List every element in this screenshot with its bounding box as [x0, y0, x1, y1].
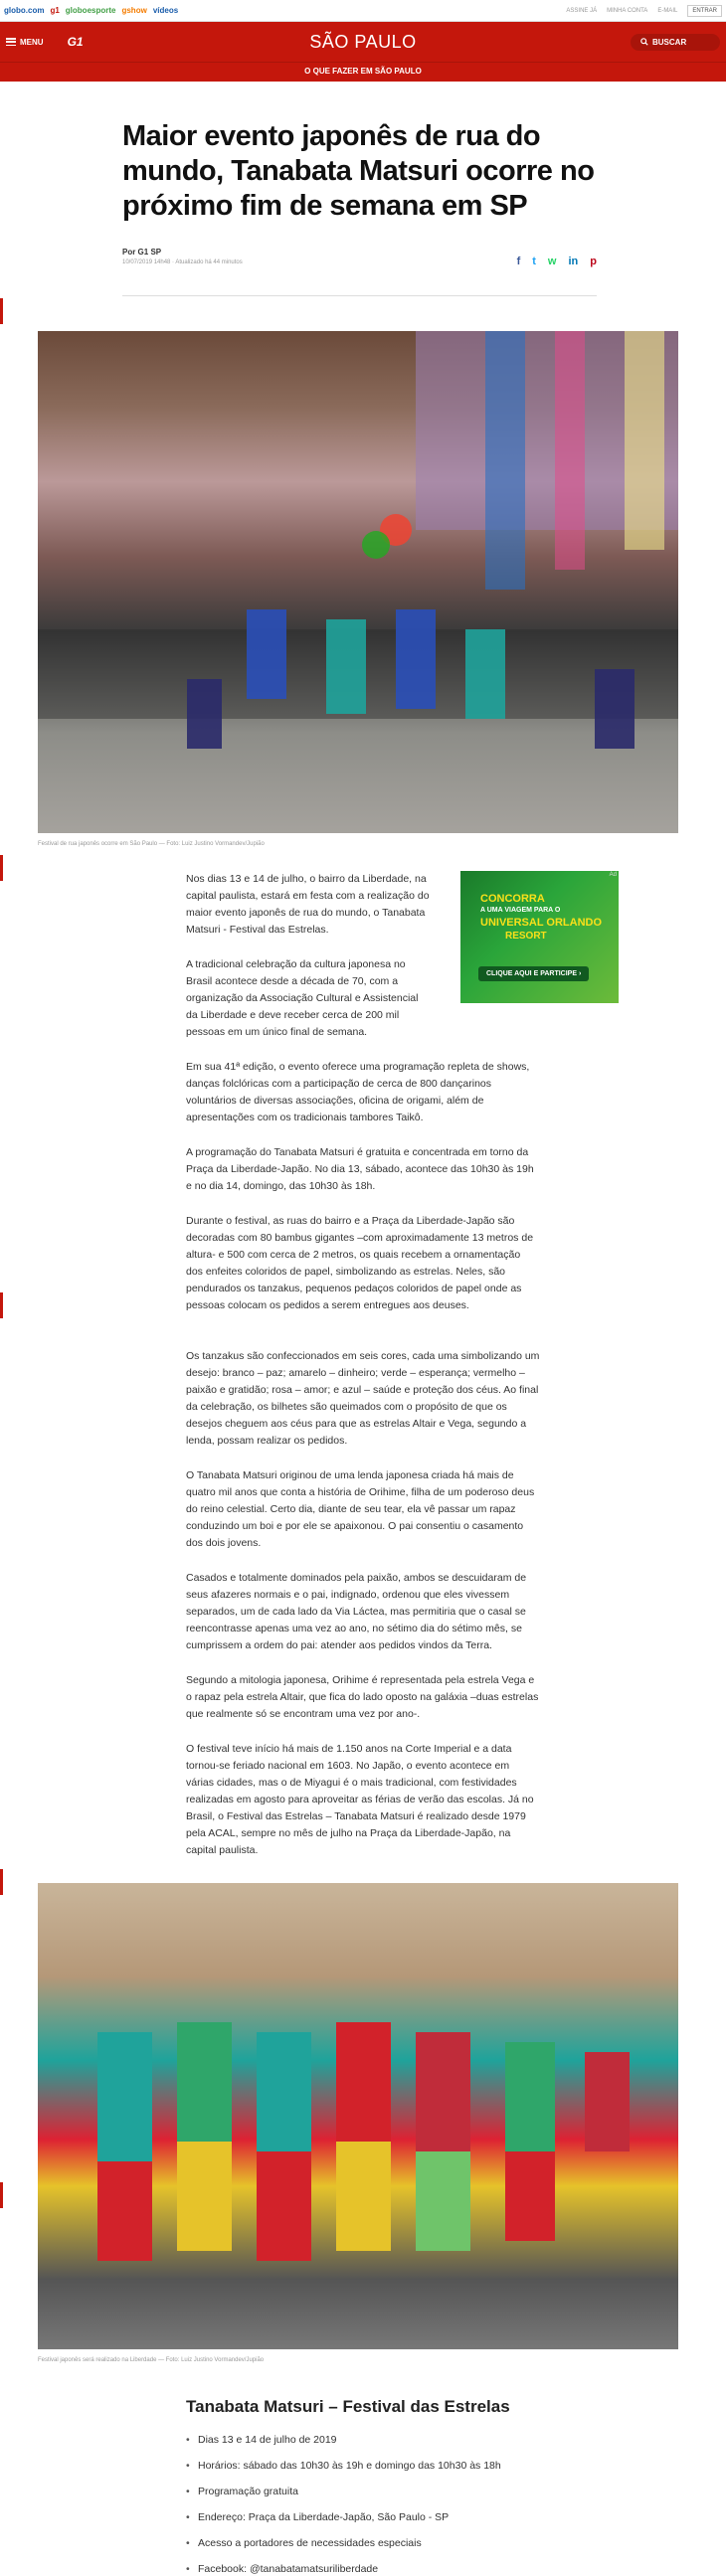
article-paragraph: Nos dias 13 e 14 de julho, o bairro da Liberdade, na capital paulista, estará em festa com a realização do maior evento japonês de rua do mundo, o Tanabata Matsuri - Festival das Estrelas.: [186, 873, 430, 936]
globo-network-links: [4, 6, 178, 15]
g1-logo[interactable]: G1: [67, 35, 84, 49]
byline: [122, 248, 597, 296]
ad-cta-button[interactable]: CLIQUE AQUI E PARTICIPE ›: [478, 966, 589, 981]
pinterest-share-icon[interactable]: p: [590, 256, 597, 267]
linkedin-share-icon[interactable]: in: [568, 256, 579, 267]
article-body: [186, 871, 617, 1859]
article-paragraph: Segundo a mitologia japonesa, Orihime é representada pela estrela Vega e o rapaz pela estrela Altair, que fica do lado oposto na galáxia –duas estrelas que realmente só se encontram uma vez por ano-.: [186, 1674, 539, 1720]
login-button[interactable]: ENTRAR: [687, 5, 722, 17]
parade-photo-art: [38, 1883, 678, 2349]
facebook-share-icon[interactable]: f: [516, 256, 521, 267]
info-list: [186, 2433, 726, 2576]
list-item: • Acesso a portadores de necessidades especiais: [186, 2536, 726, 2550]
article-paragraph: O Tanabata Matsuri originou de uma lenda japonesa criada há mais de quatro mil anos que conta a história de Orihime, filha de um poderoso deus do reino celestial. Certo dia, diante de seu tear, ela vê passar um rapaz conduzindo um boi e por ele se apaixonou. O pai consentiu o casamento dos dois jovens.: [186, 1469, 535, 1549]
festival-dancers-photo[interactable]: [38, 331, 678, 833]
my-account-link[interactable]: MINHA CONTA: [607, 7, 648, 14]
advertisement-banner[interactable]: [460, 871, 619, 1003]
subscribe-link[interactable]: ASSINE JÁ: [566, 7, 598, 14]
article-paragraph: Durante o festival, as ruas do bairro e a Praça da Liberdade-Japão são decoradas com 80 bambus gigantes –com aproximadamente 13 metros de altura- e 500 com cerca de 2 metros, os quais recebem a ornamentação dos enfeites coloridos de papel, simbolizando as estrelas. Neles, são pendurados os tanzakus, pequenos pedaços coloridos de papel onde as pessoas colocam os pedidos a serem entregues aos deuses.: [186, 1215, 534, 1311]
article-paragraph: A programação do Tanabata Matsuri é gratuita e concentrada em torno da Praça da Liberdade-Japão. No dia 13, sábado, acontece das 10h30 às 19h e no dia 14, domingo, das 10h30 às 18h.: [186, 1146, 534, 1192]
link-videos[interactable]: vídeos: [152, 6, 179, 15]
article-title: Maior evento japonês de rua do mundo, Tanabata Matsuri ocorre no próximo fim de semana em SP: [122, 120, 595, 222]
festival-parade-photo[interactable]: [38, 1883, 678, 2349]
list-item: • Dias 13 e 14 de julho de 2019: [186, 2433, 726, 2447]
side-edge-marker: [0, 2182, 3, 2208]
side-edge-marker: [0, 1292, 3, 1318]
ad-line: RESORT: [505, 931, 547, 942]
section-subheader[interactable]: O QUE FAZER EM SÃO PAULO: [0, 62, 726, 82]
link-g1[interactable]: g1: [50, 6, 60, 15]
site-header: [0, 22, 726, 62]
ad-line: UNIVERSAL ORLANDO: [480, 917, 603, 929]
hamburger-icon: [6, 38, 16, 46]
whatsapp-share-icon[interactable]: w: [547, 256, 557, 267]
side-edge-marker: [0, 855, 3, 881]
ad-line: CONCORRA: [480, 893, 545, 905]
publish-date: 10/07/2019 14h48 · Atualizado há 44 minutos: [122, 259, 243, 265]
search-icon: [640, 38, 648, 46]
share-bar: [517, 256, 597, 267]
author: Por G1 SP: [122, 248, 162, 257]
article-paragraph: Os tanzakus são confeccionados em seis cores, cada uma simbolizando um desejo: branco – paz; amarelo – dinheiro; verde – esperança; vermelho – paixão e gratidão; rosa – amor; e azul – saúde e proteção dos céus. Ao final da celebração, os bilhetes são queimados com o propósito de que os desejos cheguem aos céus para que as estrelas Altair e Vega, segundo a lenda, possam realizar os pedidos.: [186, 1350, 540, 1447]
festival-photo-art: [38, 331, 678, 833]
twitter-share-icon[interactable]: t: [532, 256, 536, 267]
section-title: SÃO PAULO: [309, 31, 417, 52]
list-item: • Endereço: Praça da Liberdade-Japão, São Paulo - SP: [186, 2510, 726, 2524]
list-item: • Facebook: @tanabatamatsuriliberdade: [186, 2562, 726, 2576]
article-paragraph: Casados e totalmente dominados pela paixão, ambos se descuidaram de seus afazeres normais e o pai, indignado, ordenou que eles vivessem separados, um de cada lado da Via Láctea, mas permitiria que o casal se reencontrasse apenas uma vez ao ano, no sétimo dia do sétimo mês, se cumprissem a ordem do pai: atender aos pedidos vindos da Terra.: [186, 1572, 527, 1651]
ad-choices-icon[interactable]: Ad: [609, 872, 617, 878]
article-paragraph: Em sua 41ª edição, o evento oferece uma programação repleta de shows, danças folclóricas com a participação de cerca de 800 dançarinos voluntários de diversas associações, oficina de origami, além de apresentações com os tradicionais tambores Taikô.: [186, 1061, 530, 1123]
article: [0, 119, 726, 2576]
info-box-title: Tanabata Matsuri – Festival das Estrelas: [186, 2397, 510, 2416]
list-item: • Horários: sábado das 10h30 às 19h e domingo das 10h30 às 18h: [186, 2459, 726, 2473]
photo-caption: Festival de rua japonês ocorre em São Paulo — Foto: Luiz Justino Vormandev/Jupião: [38, 841, 265, 847]
ad-line: A UMA VIAGEM PARA O: [480, 907, 561, 914]
link-globoesporte[interactable]: globoesporte: [65, 6, 116, 15]
article-paragraph: O festival teve início há mais de 1.150 anos na Corte Imperial e a data tornou-se feriado nacional em 1603. No Japão, o evento acontece em várias cidades, mas o de Miyagui é o mais tradicional, com festividades realizadas em agosto para aproveitar as férias de verão das escolas. Já no Brasil, o Festival das Estrelas – Tanabata Matsuri é realizado desde 1979 pela ACAL, sempre no mês de julho na Praça da Liberdade-Japão, na capital paulista.: [186, 1743, 534, 1856]
side-edge-marker: [0, 1869, 3, 1895]
email-link[interactable]: E-MAIL: [657, 7, 678, 14]
search-button[interactable]: [631, 34, 720, 51]
account-links: [566, 5, 722, 17]
list-item: • Programação gratuita: [186, 2485, 726, 2498]
link-globo[interactable]: globo.com: [4, 6, 45, 15]
globo-topbar: [0, 0, 726, 22]
menu-button[interactable]: [6, 38, 44, 47]
menu-label: MENU: [20, 37, 44, 47]
photo-caption: Festival japonês será realizado na Liberdade — Foto: Luiz Justino Vormandev/Jupião: [38, 2357, 265, 2363]
article-paragraph: A tradicional celebração da cultura japonesa no Brasil acontece desde a década de 70, com a organização da Associação Cultural e Assistencial da Liberdade e deve receber cerca de 200 mil pessoas em um único final de semana.: [186, 958, 419, 1038]
side-edge-marker: [0, 298, 3, 324]
search-label: BUSCAR: [652, 37, 687, 47]
link-gshow[interactable]: gshow: [121, 6, 147, 15]
